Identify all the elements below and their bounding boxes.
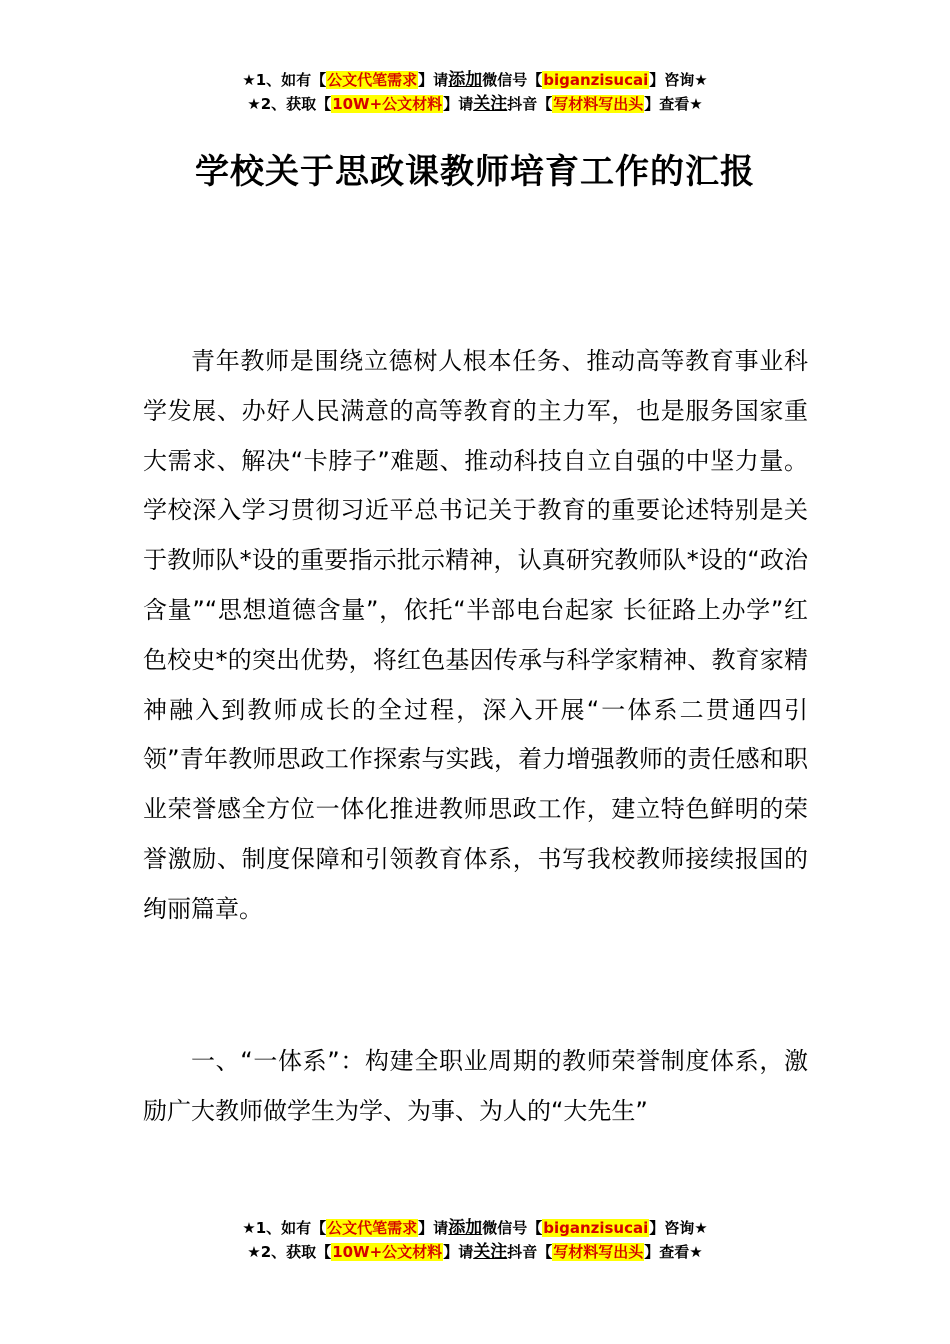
banner-highlight-materials: 10W+公文材料 xyxy=(332,1243,443,1261)
banner-highlight-douyin-account: 写材料写出头 xyxy=(553,1243,644,1261)
banner-line-2: ★2、获取【10W+公文材料】请关注抖音【写材料写出头】查看★ xyxy=(247,1242,703,1262)
banner-line-1: ★1、如有【公文代笔需求】请添加微信号【biganzisucai】咨询★ xyxy=(242,70,708,90)
banner-line-1: ★1、如有【公文代笔需求】请添加微信号【biganzisucai】咨询★ xyxy=(242,1218,708,1238)
header-banner xyxy=(0,68,950,116)
document-title: 学校关于思政课教师培育工作的汇报 xyxy=(195,152,755,192)
footer-banner xyxy=(0,1216,950,1264)
banner-line-2: ★2、获取【10W+公文材料】请关注抖音【写材料写出头】查看★ xyxy=(247,94,703,114)
body-paragraph: 青年教师是围绕立德树人根本任务、推动高等教育事业科学发展、办好人民满意的高等教育的主力军，也是服务国家重大需求、解决“卡脖子”难题、推动科技自立自强的中坚力量。学校深入学习贯彻习近平总书记关于教育的重要论述特别是关于教师队*设的重要指示批示精神，认真研究教师队*设的“政治含量”“思想道德含量”，依托“半部电台起家 长征路上办学”红色校史*的突出优势，将红色基因传承与科学家精神、教育家精神融入到教师成长的全过程，深入开展“一体系二贯通四引领”青年教师思政工作探索与实践，着力增强教师的责任感和职业荣誉感全方位一体化推进教师思政工作，建立特色鲜明的荣誉激励、制度保障和引领教育体系，书写我校教师接续报国的绚丽篇章。 xyxy=(143,347,808,923)
section-heading-paragraph: 一、“一体系”：构建全职业周期的教师荣誉制度体系，激励广大教师做学生为学、为事、为人的“大先生” xyxy=(143,1047,808,1125)
banner-highlight-service: 公文代笔需求 xyxy=(327,1219,418,1237)
banner-highlight-materials: 10W+公文材料 xyxy=(332,95,443,113)
banner-highlight-douyin-account: 写材料写出头 xyxy=(553,95,644,113)
banner-highlight-wechat-id: biganzisucai xyxy=(543,1219,649,1237)
banner-highlight-wechat-id: biganzisucai xyxy=(543,71,649,89)
banner-highlight-service: 公文代笔需求 xyxy=(327,71,418,89)
